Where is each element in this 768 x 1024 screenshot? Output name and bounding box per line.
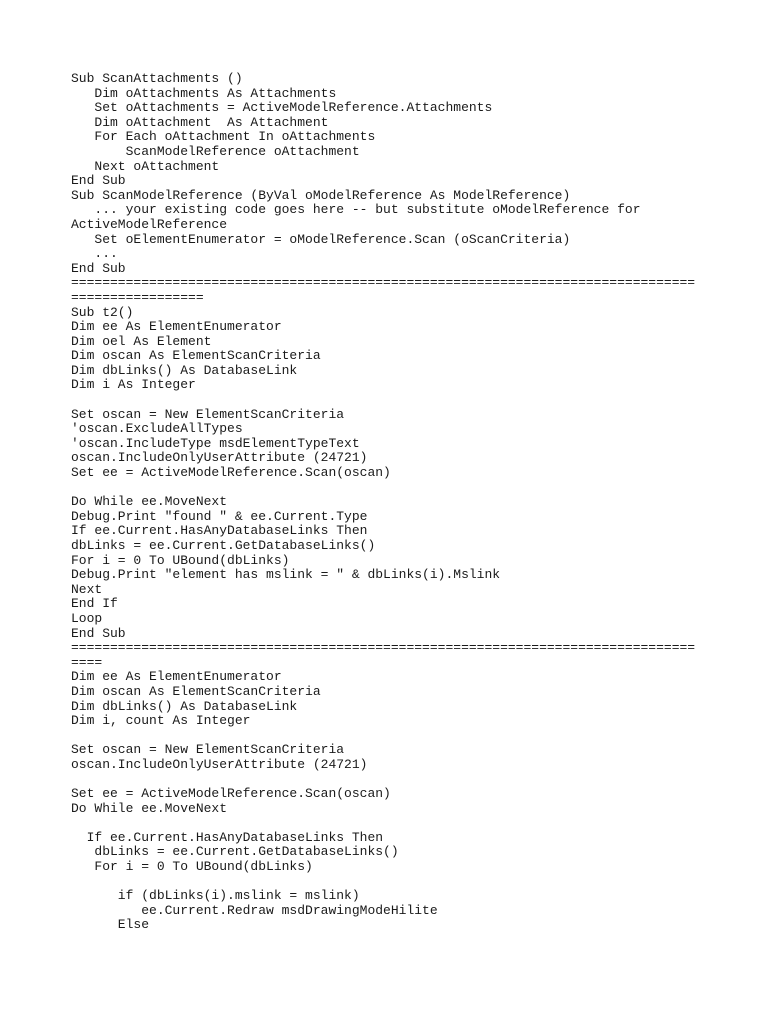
code-line: Sub ScanAttachments (): [71, 71, 243, 86]
code-line: ================================================================================: [71, 640, 696, 656]
code-line: End Sub: [71, 260, 126, 276]
code-line: =================: [71, 289, 204, 305]
code-line: Debug.Print "element has mslink = " & dbLinks(i).Mslink: [71, 567, 501, 583]
code-line: Dim i, count As Integer: [71, 713, 251, 729]
code-line: Dim dbLinks() As DatabaseLink: [71, 698, 298, 714]
code-line: ...: [71, 246, 118, 262]
code-line: dbLinks = ee.Current.GetDatabaseLinks(): [71, 844, 399, 860]
code-line: Set oAttachments = ActiveModelReference.Attachments: [71, 100, 493, 116]
code-line: Dim oAttachment As Attachment: [71, 114, 329, 130]
code-line: [71, 481, 711, 496]
code-line: dbLinks = ee.Current.GetDatabaseLinks(): [71, 538, 376, 553]
code-line: ScanModelReference oAttachment: [71, 143, 360, 159]
code-line: 'oscan.IncludeType msdElementTypeText: [71, 435, 360, 451]
code-line: [71, 773, 711, 788]
code-line: End If: [71, 596, 118, 612]
code-line: Next oAttachment: [71, 158, 220, 174]
code-line: [71, 816, 711, 831]
code-line: Do While ee.MoveNext: [71, 494, 228, 510]
code-line: ActiveModelReference: [71, 216, 228, 232]
code-line: Else: [71, 917, 150, 933]
code-line: Sub ScanModelReference (ByVal oModelReference As ModelReference): [71, 187, 571, 203]
code-line: Set oElementEnumerator = oModelReference.Scan (oScanCriteria): [71, 231, 571, 247]
code-line: ee.Current.Redraw msdDrawingModeHilite: [71, 902, 438, 918]
code-line: 'oscan.ExcludeAllTypes: [71, 421, 243, 437]
code-line: If ee.Current.HasAnyDatabaseLinks Then: [71, 829, 384, 845]
code-line: Dim i As Integer: [71, 377, 196, 393]
code-line: Dim oel As Element: [71, 333, 212, 349]
code-line: Set oscan = New ElementScanCriteria: [71, 742, 345, 758]
code-line: [71, 729, 711, 744]
code-line: ====: [71, 654, 103, 670]
code-line: For Each oAttachment In oAttachments: [71, 129, 376, 145]
code-line: Sub t2(): [71, 304, 134, 320]
code-line: Dim dbLinks() As DatabaseLink: [71, 362, 298, 378]
code-line: if (dbLinks(i).mslink = mslink): [71, 888, 360, 904]
code-line: oscan.IncludeOnlyUserAttribute (24721): [71, 450, 368, 466]
code-line: For i = 0 To UBound(dbLinks): [71, 552, 290, 568]
code-line: Dim oscan As ElementScanCriteria: [71, 348, 321, 364]
code-line: [71, 875, 711, 890]
code-line: Set oscan = New ElementScanCriteria: [71, 406, 345, 422]
code-line: [71, 393, 711, 408]
code-line: oscan.IncludeOnlyUserAttribute (24721): [71, 756, 368, 772]
code-line: Dim oscan As ElementScanCriteria: [71, 683, 321, 699]
code-line: Dim oAttachments As Attachments: [71, 85, 337, 101]
code-line: Loop: [71, 610, 103, 626]
code-line: Do While ee.MoveNext: [71, 800, 228, 816]
code-line: If ee.Current.HasAnyDatabaseLinks Then: [71, 523, 368, 539]
code-line: Set ee = ActiveModelReference.Scan(oscan): [71, 786, 391, 802]
code-line: ... your existing code goes here -- but substitute oModelReference for: [71, 202, 641, 218]
code-line: End Sub: [71, 173, 126, 189]
code-line: Set ee = ActiveModelReference.Scan(oscan): [71, 465, 391, 481]
code-line: ================================================================================: [71, 275, 696, 291]
code-line: Dim ee As ElementEnumerator: [71, 669, 282, 685]
code-line: For i = 0 To UBound(dbLinks): [71, 859, 313, 875]
code-line: Next: [71, 581, 103, 597]
code-line: End Sub: [71, 625, 126, 641]
code-line: Dim ee As ElementEnumerator: [71, 319, 282, 335]
code-line: Debug.Print "found " & ee.Current.Type: [71, 508, 368, 524]
code-listing: [71, 72, 711, 933]
